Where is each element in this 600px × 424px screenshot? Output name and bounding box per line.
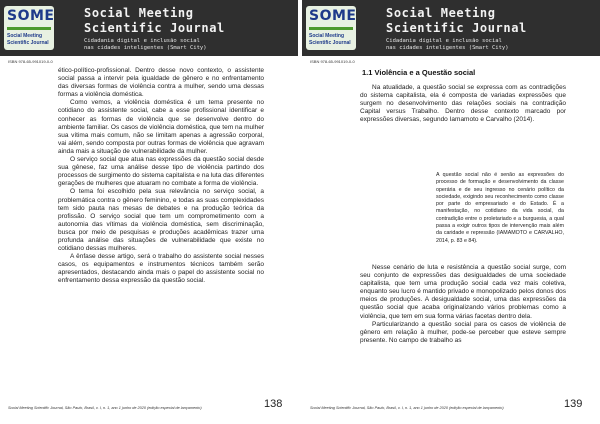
isbn: ISBN 978-65-991019-0-0	[310, 59, 355, 64]
journal-subtitle-line2: nas cidades inteligentes (Smart City)	[84, 45, 207, 51]
journal-subtitle-line1: Cidadania digital e inclusão social	[84, 38, 200, 44]
paragraph: O tema foi escolhido pela sua relevância no serviço social, a problemática contra o gênero feminino, e todas as suas complexidades tem sido pauta nas mesas de debates e na produção teórica da profissão. O serviço social que tem um comprometimento com a autonomia das vítimas da violência doméstica, sem discriminação, busca por meio de pesquisas e produções acadêmicas trazer uma profunda análise das situações de vulnerabilidade que existe no cotidiano dessas mulheres.	[58, 188, 264, 253]
section-title: 1.1 Violência e a Questão social	[362, 68, 476, 77]
right-body-bottom	[360, 264, 566, 345]
paragraph: Particularizando a questão social para os casos de violência de gênero em relação à mulher, pode-se perceber que esteve sempre presente. No campo de trabalho as	[360, 320, 566, 344]
logo-line2: Scientific Journal	[7, 40, 49, 46]
journal-subtitle-line2: nas cidades inteligentes (Smart City)	[386, 45, 509, 51]
paragraph: ético-político-profissional. Dentro desse novo contexto, o assistente social passa a intervir pela igualdade de gênero e no enfrentamento das diversas formas de violência contra a mulher, sendo uma dessas formas a violência doméstica.	[58, 67, 264, 99]
paragraph: Nesse cenário de luta e resistência a questão social surge, com seu conjunto de expressões das desigualdades de uma sociedade capitalista, que tem uma produção social cada vez mais coletiva, enquanto seu lucro é mantido privado e monopolizado pelos donos dos meios de produções. A desigualdade social, uma das expressões da questão social que acaba originalizando vários problemas como a violência, que tem em sua forma várias facetas dentro dela.	[360, 264, 566, 320]
isbn: ISBN 978-65-991019-0-0	[8, 59, 53, 64]
logo-bar	[7, 27, 51, 30]
page-footer: Social Meeting Scientific Journal, São Paulo, Brasil, v. I, n. 1, ano 1 junho de 2020 (edição especial de lançamento)	[8, 406, 202, 410]
logo-text: SOME	[7, 8, 55, 24]
logo-line1: Social Meeting	[309, 33, 345, 39]
journal-title-line1: Social Meeting	[84, 6, 194, 20]
logo-bar	[309, 27, 353, 30]
left-page	[0, 0, 298, 424]
journal-logo	[4, 6, 54, 50]
journal-title-line2: Scientific Journal	[386, 21, 527, 35]
paragraph: O serviço social que atua nas expressões da questão social desde sua gênese, faz uma análise desse tipo de violência partindo dos processos de surgimento do sistema capitalista e na luta das diferentes gerações de mulheres que atuaram no combate a forma de violência.	[58, 156, 264, 188]
block-quote: A questão social não é senão as expressões do processo de formação e desenvolvimento da classe operária e de seu ingresso no cenário político da sociedade, exigindo seu reconhecimento como classe por parte do empresariado e do Estado. É a manifestação, no cotidiano da vida social, da contradição entre o proletariado e a burguesia, a qual passa a exigir outros tipos de intervenção mais além da caridade e repressão (IAMAMOTO e CARVALHO, 2014, p. 83 e 84).	[436, 172, 564, 244]
journal-banner	[0, 0, 298, 56]
journal-subtitle-line1: Cidadania digital e inclusão social	[386, 38, 502, 44]
left-body	[58, 67, 264, 286]
page-number: 138	[264, 398, 283, 410]
right-page	[302, 0, 600, 424]
page-footer: Social Meeting Scientific Journal, São Paulo, Brasil, v. I, n. 1, ano 1 junho de 2020 (edição especial de lançamento)	[310, 406, 504, 410]
logo-line2: Scientific Journal	[309, 40, 351, 46]
journal-logo	[306, 6, 356, 50]
journal-title-line2: Scientific Journal	[84, 21, 225, 35]
logo-line1: Social Meeting	[7, 33, 43, 39]
journal-banner	[302, 0, 600, 56]
paragraph: Como vemos, a violência doméstica é um tema presente no cotidiano do assistente social, cabe a esse profissional identificar e conhecer as formas de violência que se desenvolve dentro do ambiente familiar. Os casos de violência doméstica, que tem na mulher sua vítima mais comum, não se limitam apenas a agressão corporal, vai além, sendo composta por outras formas de violência que agravam ainda mais a situação de vulnerabilidade da mulher.	[58, 99, 264, 155]
logo-text: SOME	[309, 8, 357, 24]
journal-title-line1: Social Meeting	[386, 6, 496, 20]
page-number: 139	[564, 398, 583, 410]
right-body-top	[360, 84, 566, 124]
paragraph: A ênfase desse artigo, será o trabalho do assistente social nesses casos, os equipamentos e instrumentos técnicos também serão apresentados, destacando ainda mais o papel do assistente social no enfrentamento dessa expressão da questão social.	[58, 253, 264, 285]
paragraph: Na atualidade, a questão social se expressa com as contradições do sistema capitalista, ela é composta de variadas expressões que surgem no desenvolvimento das relações sociais na contradição Capital versus Trabalho. Dentro desse contexto marcado por expressões diversas, segundo Iamamoto e Carvalho (2014).	[360, 84, 566, 124]
